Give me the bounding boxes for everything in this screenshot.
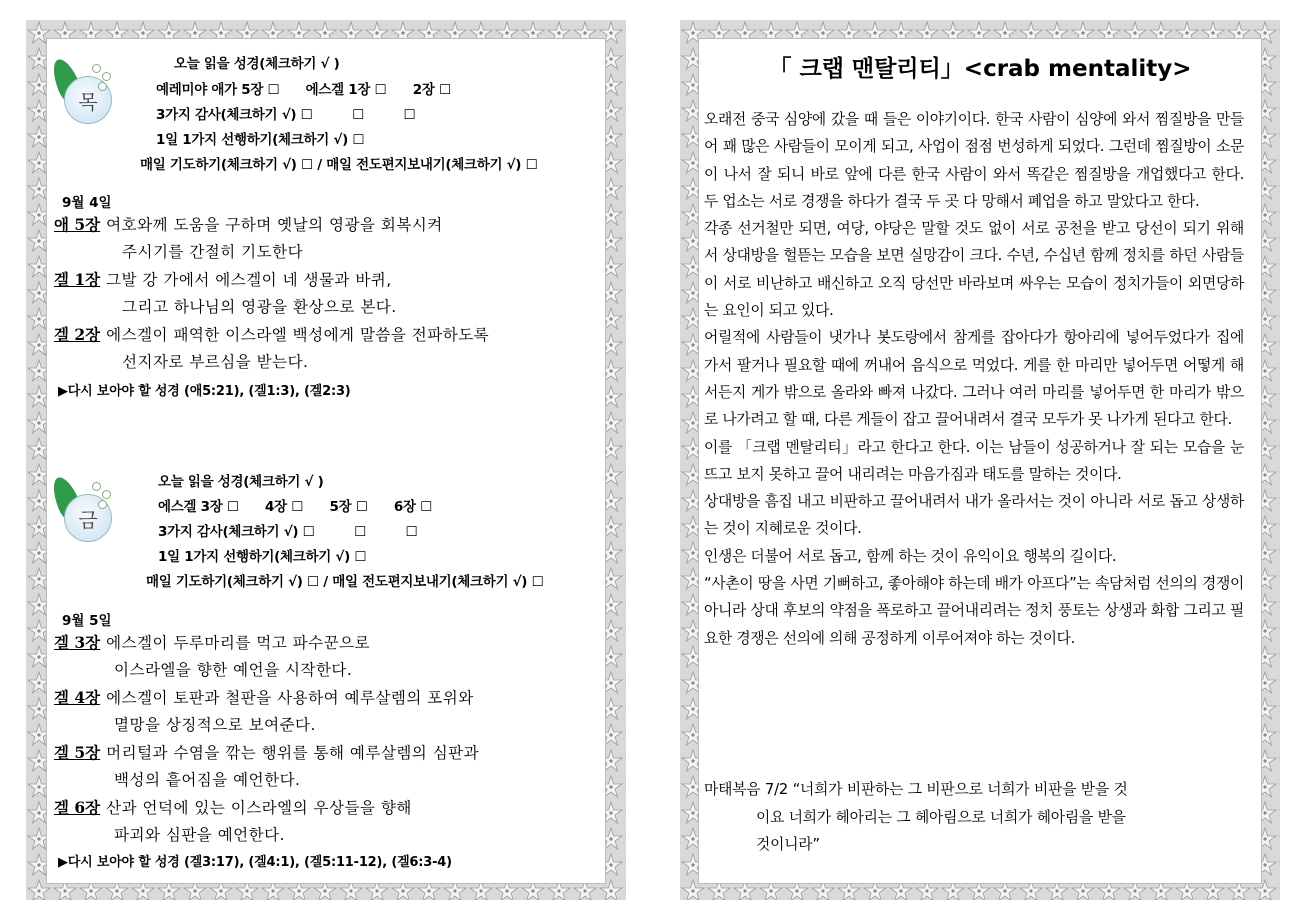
scripture-line: 것이니라” xyxy=(756,836,820,853)
paragraph: 인생은 더불어 서로 돕고, 함께 하는 것이 유익이요 행복의 길이다. xyxy=(704,547,1117,565)
chapter-text: 에스겔이 패역한 이스라엘 백성에게 말씀을 전파하도록 xyxy=(106,326,490,344)
checklist-line: 오늘 읽을 성경(체크하기 √ ) xyxy=(174,56,340,72)
paragraph: “사촌이 땅을 사면 기뻐하고, 좋아해야 하는데 배가 아프다”는 속담처럼 선의의 경쟁이 아니라 상대 후보의 약점을 폭로하고 끌어내리려는 정치 풍토는 상생과 화합 그리고 필요한 경쟁은 선의에 의해 공정하게 이루어져야 하는 것이다. xyxy=(704,575,1244,647)
chapter-label: 겔 6장 xyxy=(54,798,101,817)
chapter-label: 겔 4장 xyxy=(54,688,101,707)
flower-icon xyxy=(92,64,101,73)
review-verses: ▶다시 보아야 할 성경 (애5:21), (겔1:3), (겔2:3) xyxy=(58,384,351,399)
chapter-summary xyxy=(54,796,412,818)
left-page xyxy=(26,20,626,900)
chapter-text-continued: 백성의 흩어짐을 예언한다. xyxy=(114,771,301,789)
checklist-line[interactable]: 에스겔 3장 ☐ 4장 ☐ 5장 ☐ 6장 ☐ xyxy=(158,499,432,515)
day-badge-thursday xyxy=(52,52,108,132)
chapter-text: 에스겔이 토판과 철판을 사용하여 예루살렘의 포위와 xyxy=(106,689,474,707)
scripture-quote xyxy=(704,776,1244,859)
chapter-summary xyxy=(54,213,443,235)
chapter-label: 겔 3장 xyxy=(54,633,101,652)
flower-icon xyxy=(102,72,111,81)
chapter-label: 겔 5장 xyxy=(54,743,101,762)
article-title: 「 크랩 맨탈리티」<crab mentality> xyxy=(768,56,1192,82)
scripture-line: 마태복음 7/2 “너희가 비판하는 그 비판으로 너희가 비판을 받을 것 xyxy=(704,781,1128,798)
chapter-summary xyxy=(54,323,489,345)
paragraph: 이를 「크랩 멘탈리티」라고 한다고 한다. 이는 남들이 성공하거나 잘 되는 모습을 눈 뜨고 보지 못하고 끌어 내리려는 마음가짐과 태도를 말하는 것이다. xyxy=(704,438,1244,483)
article-body xyxy=(704,106,1244,652)
chapter-text: 에스겔이 두루마리를 먹고 파수꾼으로 xyxy=(106,634,370,652)
checklist-line[interactable]: 3가지 감사(체크하기 √) ☐ ☐ ☐ xyxy=(156,107,416,123)
chapter-text-continued: 주시기를 간절히 기도한다 xyxy=(122,243,304,261)
chapter-text-continued: 선지자로 부르심을 받는다. xyxy=(122,353,309,371)
chapter-text: 여호와께 도움을 구하며 옛날의 영광을 회복시켜 xyxy=(106,216,443,234)
checklist-line[interactable]: 매일 기도하기(체크하기 √) ☐ / 매일 전도편지보내기(체크하기 √) ☐ xyxy=(140,157,538,173)
chapter-label: 애 5장 xyxy=(54,215,101,234)
chapter-text-continued: 멸망을 상징적으로 보여준다. xyxy=(114,716,316,734)
right-page xyxy=(680,20,1280,900)
checklist-line[interactable]: 3가지 감사(체크하기 √) ☐ ☐ ☐ xyxy=(158,524,418,540)
scripture-line: 이요 너희가 헤아리는 그 헤아림으로 너희가 헤아림을 받을 xyxy=(756,808,1126,826)
flower-icon xyxy=(92,482,101,491)
chapter-summary xyxy=(54,686,474,708)
reading-date: 9월 4일 xyxy=(62,195,112,211)
chapter-summary xyxy=(54,741,479,763)
checklist-line[interactable]: 1일 1가지 선행하기(체크하기 √) ☐ xyxy=(158,549,367,565)
badge-character: 목 xyxy=(78,90,98,114)
reading-date: 9월 5일 xyxy=(62,613,112,629)
flower-icon xyxy=(102,490,111,499)
chapter-text: 머리털과 수염을 깎는 행위를 통해 예루살렘의 심판과 xyxy=(106,744,480,762)
chapter-text: 그발 강 가에서 에스겔이 네 생물과 바퀴, xyxy=(106,271,392,289)
paragraph: 각종 선거철만 되면, 여당, 야당은 말할 것도 없이 서로 공천을 받고 당선이 되기 위해서 상대방을 헐뜯는 모습을 보면 실망감이 크다. 수년, 수십년 함께 정치를 하던 사람들이 서로 비난하고 배신하고 오직 당선만 바라보며 싸우는 모습이 정치가들이 외면당하는 요인이 되고 있다. xyxy=(704,220,1244,320)
chapter-summary xyxy=(54,631,370,653)
paragraph: 어릴적에 사람들이 냇가나 봇도랑에서 참게를 잡아다가 항아리에 넣어두었다가 집에 가서 팔거나 필요할 때에 꺼내어 음식으로 먹었다. 게를 한 마리만 넣어두면 어떻게 해서든지 게가 밖으로 올라와 빠져 나갔다. 그러나 여러 마리를 넣어두면 한 마리가 밖으로 나가려고 할 때, 다른 게들이 잡고 끌어내려서 결국 모두가 못 나가게 된다고 한다. xyxy=(704,329,1244,429)
checklist-line[interactable]: 1일 1가지 선행하기(체크하기 √) ☐ xyxy=(156,132,365,148)
review-verses: ▶다시 보아야 할 성경 (겔3:17), (겔4:1), (겔5:11-12), (겔6:3-4) xyxy=(58,855,452,870)
chapter-text-continued: 이스라엘을 향한 예언을 시작한다. xyxy=(114,661,353,679)
day-badge-friday xyxy=(52,470,108,550)
paragraph: 상대방을 흠집 내고 비판하고 끌어내려서 내가 올라서는 것이 아니라 서로 돕고 상생하는 것이 지혜로운 것이다. xyxy=(704,493,1244,538)
chapter-label: 겔 1장 xyxy=(54,270,101,289)
badge-character: 금 xyxy=(78,508,98,532)
checklist-line[interactable]: 매일 기도하기(체크하기 √) ☐ / 매일 전도편지보내기(체크하기 √) ☐ xyxy=(146,574,544,590)
chapter-text-continued: 그리고 하나님의 영광을 환상으로 본다. xyxy=(122,298,397,316)
chapter-label: 겔 2장 xyxy=(54,325,101,344)
checklist-line: 오늘 읽을 성경(체크하기 √ ) xyxy=(158,474,324,490)
paragraph: 오래전 중국 심양에 갔을 때 들은 이야기이다. 한국 사람이 심양에 와서 찜질방을 만들어 꽤 많은 사람들이 모이게 되고, 사업이 점점 번성하게 되었다. 그런데 찜질방이 소문이 나서 잘 되니 바로 앞에 다른 한국 사람이 와서 똑같은 찜질방을 개업했다고 한다. 두 업소는 서로 경쟁을 하다가 결국 두 곳 다 망해서 폐업을 하고 말았다고 한다. xyxy=(704,111,1244,210)
checklist-line[interactable]: 예레미야 애가 5장 ☐ 에스겔 1장 ☐ 2장 ☐ xyxy=(156,82,451,98)
chapter-summary xyxy=(54,268,392,290)
chapter-text-continued: 파괴와 심판을 예언한다. xyxy=(114,826,286,844)
chapter-text: 산과 언덕에 있는 이스라엘의 우상들을 향해 xyxy=(106,799,412,817)
